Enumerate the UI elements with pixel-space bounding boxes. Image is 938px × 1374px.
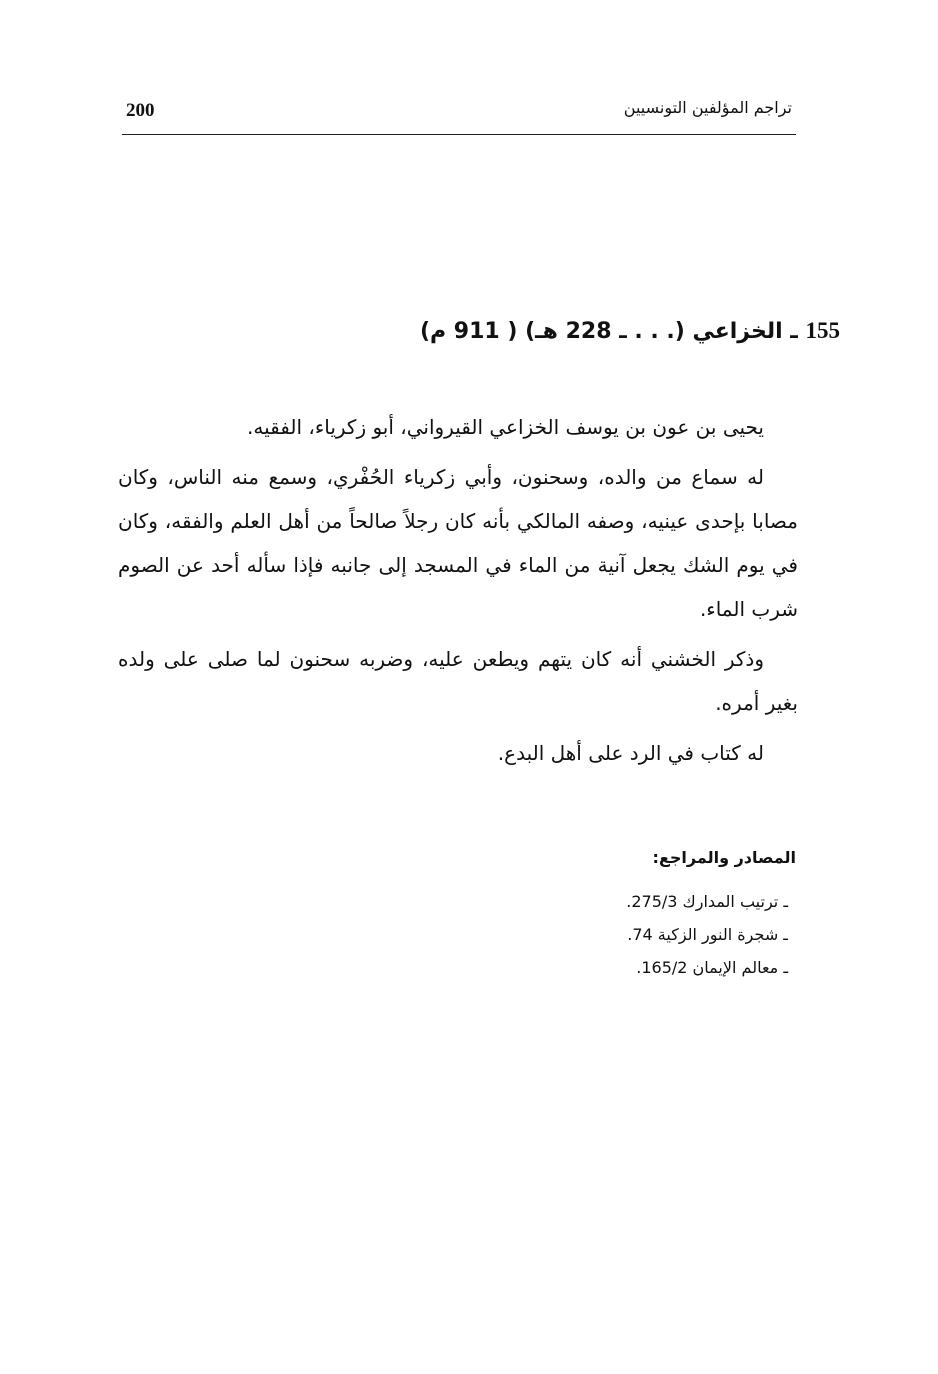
entry-heading bbox=[120, 318, 840, 362]
book-title: تراجم المؤلفين التونسيين bbox=[623, 98, 792, 117]
paragraph-name: يحيى بن عون بن يوسف الخزاعي القيرواني، أبو زكرياء، الفقيه. bbox=[247, 415, 764, 439]
sources-list bbox=[300, 885, 796, 984]
entry-title: ـ الخزاعي (. . . ـ 228 هـ) ( 911 م) bbox=[419, 319, 798, 344]
source-item: ـ شجرة النور الزكية 74. bbox=[627, 925, 788, 944]
entry-body bbox=[118, 405, 798, 781]
entry-number: 155 bbox=[805, 318, 840, 343]
paragraph-criticism: وذكر الخشني أنه كان يتهم ويطعن عليه، وضربه سحنون لما صلى على ولده بغير أمره. bbox=[118, 647, 798, 715]
sources-section bbox=[300, 848, 796, 984]
sources-heading: المصادر والمراجع: bbox=[652, 848, 796, 867]
page-number: 200 bbox=[126, 100, 155, 121]
paragraph-works: له كتاب في الرد على أهل البدع. bbox=[497, 741, 764, 765]
running-header bbox=[122, 98, 796, 134]
source-item: ـ ترتيب المدارك 275/3. bbox=[626, 892, 788, 911]
paragraph-biography: له سماع من والده، وسحنون، وأبي زكرياء الحُفْري، وسمع منه الناس، وكان مصابا بإحدى عينيه، وصفه المالكي بأنه كان رجلاً صالحاً من أهل العلم والفقه، وكان في يوم الشك يجعل آنية من الماء في المسجد إلى جانبه فإذا سأله أحد عن الصوم شرب الماء. bbox=[118, 465, 798, 621]
source-item: ـ معالم الإيمان 165/2. bbox=[636, 958, 788, 977]
header-rule bbox=[122, 134, 796, 135]
